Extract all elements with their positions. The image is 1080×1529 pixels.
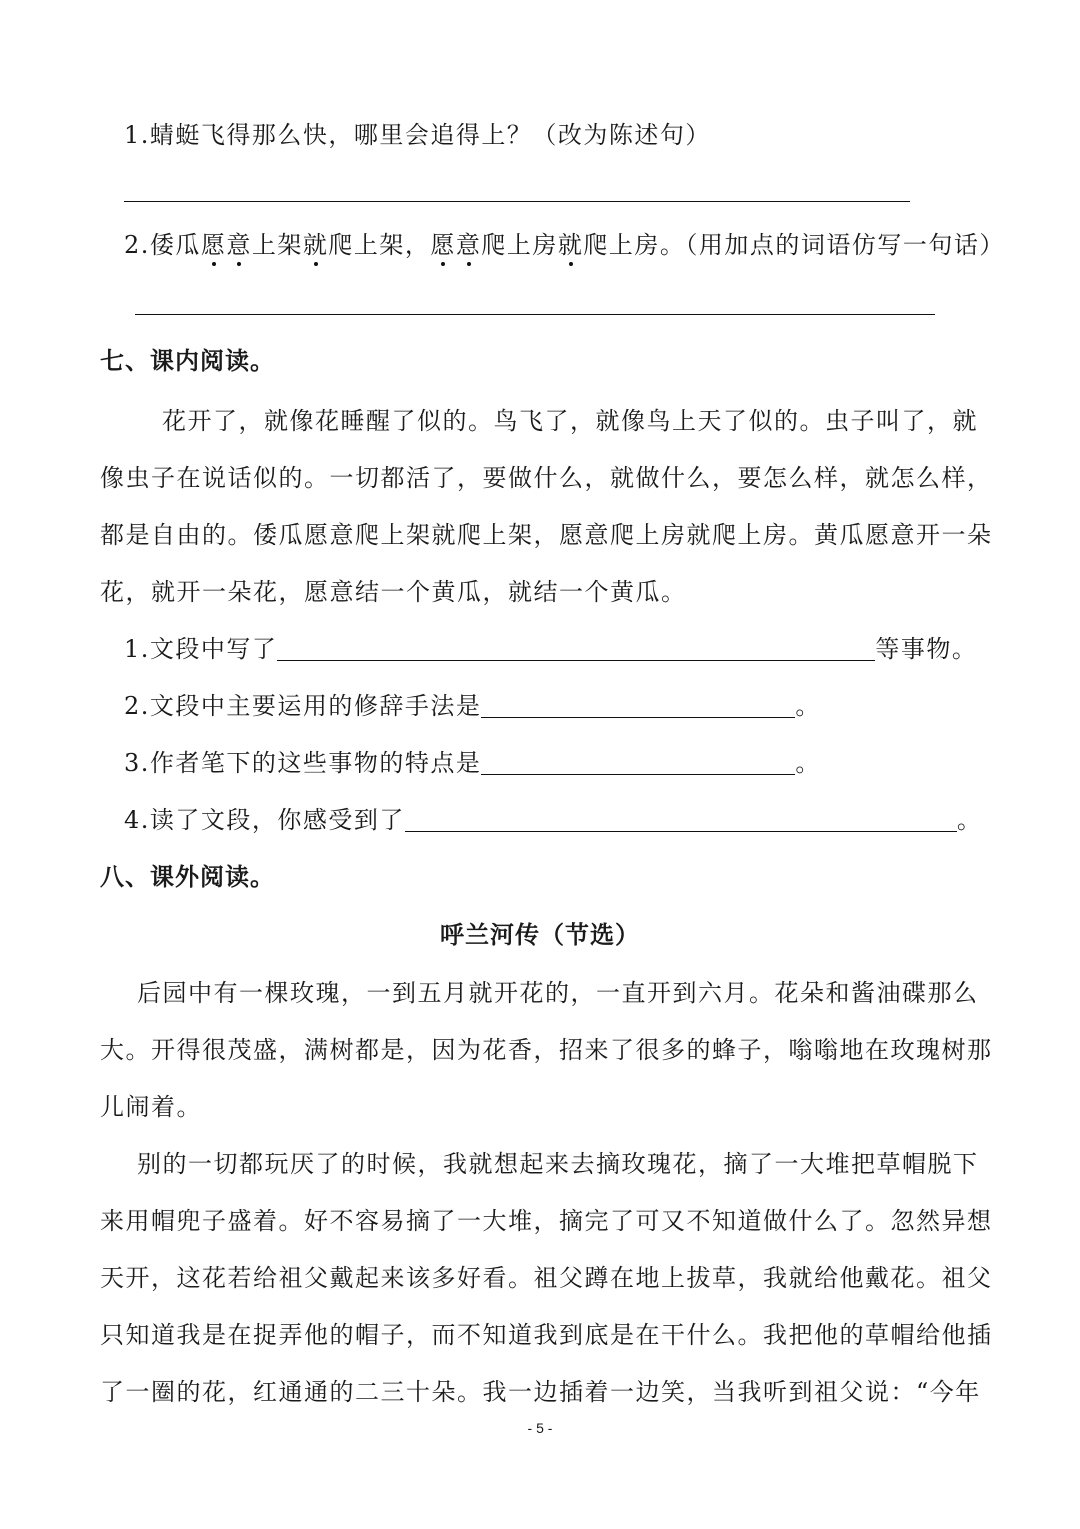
answer-blank[interactable]	[481, 691, 795, 718]
question-7-3: 3.作者笔下的这些事物的特点是 。	[124, 749, 821, 777]
reading-line: 天开，这花若给祖父戴起来该多好看。祖父蹲在地上拔草，我就给他戴花。祖父	[100, 1264, 993, 1292]
question-item-1: 1.蜻蜓飞得那么快，哪里会追得上？（改为陈述句）	[124, 121, 711, 149]
page-number: - 5 -	[527, 1420, 553, 1436]
question-7-2: 2.文段中主要运用的修辞手法是 。	[124, 692, 821, 720]
reading-line: 了一圈的花，红通通的二三十朵。我一边插着一边笑，当我听到祖父说：“今年	[100, 1378, 981, 1406]
question-item-2: 2.倭瓜愿意上架就爬上架，愿意爬上房就爬上房。（用加点的词语仿写一句话）	[124, 231, 1005, 259]
question-7-4: 4.读了文段，你感受到了 。	[124, 806, 983, 834]
reading-line: 大。开得很茂盛，满树都是，因为花香，招来了很多的蜂子，嗡嗡地在玫瑰树那	[100, 1036, 993, 1064]
reading-line: 别的一切都玩厌了的时候，我就想起来去摘玫瑰花，摘了一大堆把草帽脱下	[137, 1150, 979, 1178]
passage-title: 呼兰河传（节选）	[440, 921, 640, 949]
reading-line: 都是自由的。倭瓜愿意爬上架就爬上架，愿意爬上房就爬上房。黄瓜愿意开一朵	[100, 521, 993, 549]
answer-blank[interactable]	[277, 634, 875, 661]
reading-line: 像虫子在说话似的。一切都活了，要做什么，就做什么，要怎么样，就怎么样，	[100, 464, 993, 492]
reading-line: 来用帽兜子盛着。好不容易摘了一大堆，摘完了可又不知道做什么了。忽然异想	[100, 1207, 993, 1235]
reading-line: 后园中有一棵玫瑰，一到五月就开花的，一直开到六月。花朵和酱油碟那么	[137, 979, 979, 1007]
reading-line: 花，就开一朵花，愿意结一个黄瓜，就结一个黄瓜。	[100, 578, 687, 606]
section-heading-8: 八、课外阅读。	[100, 863, 275, 891]
answer-blank[interactable]	[405, 805, 957, 832]
section-heading-7: 七、课内阅读。	[100, 347, 275, 375]
reading-line: 只知道我是在捉弄他的帽子，而不知道我到底是在干什么。我把他的草帽给他插	[100, 1321, 993, 1349]
answer-line[interactable]	[135, 314, 935, 315]
answer-line[interactable]	[124, 201, 910, 202]
reading-line: 儿闹着。	[100, 1093, 202, 1121]
question-7-1: 1.文段中写了 等事物。	[124, 635, 978, 663]
reading-line: 花开了，就像花睡醒了似的。鸟飞了，就像鸟上天了似的。虫子叫了，就	[162, 407, 978, 435]
answer-blank[interactable]	[481, 748, 795, 775]
